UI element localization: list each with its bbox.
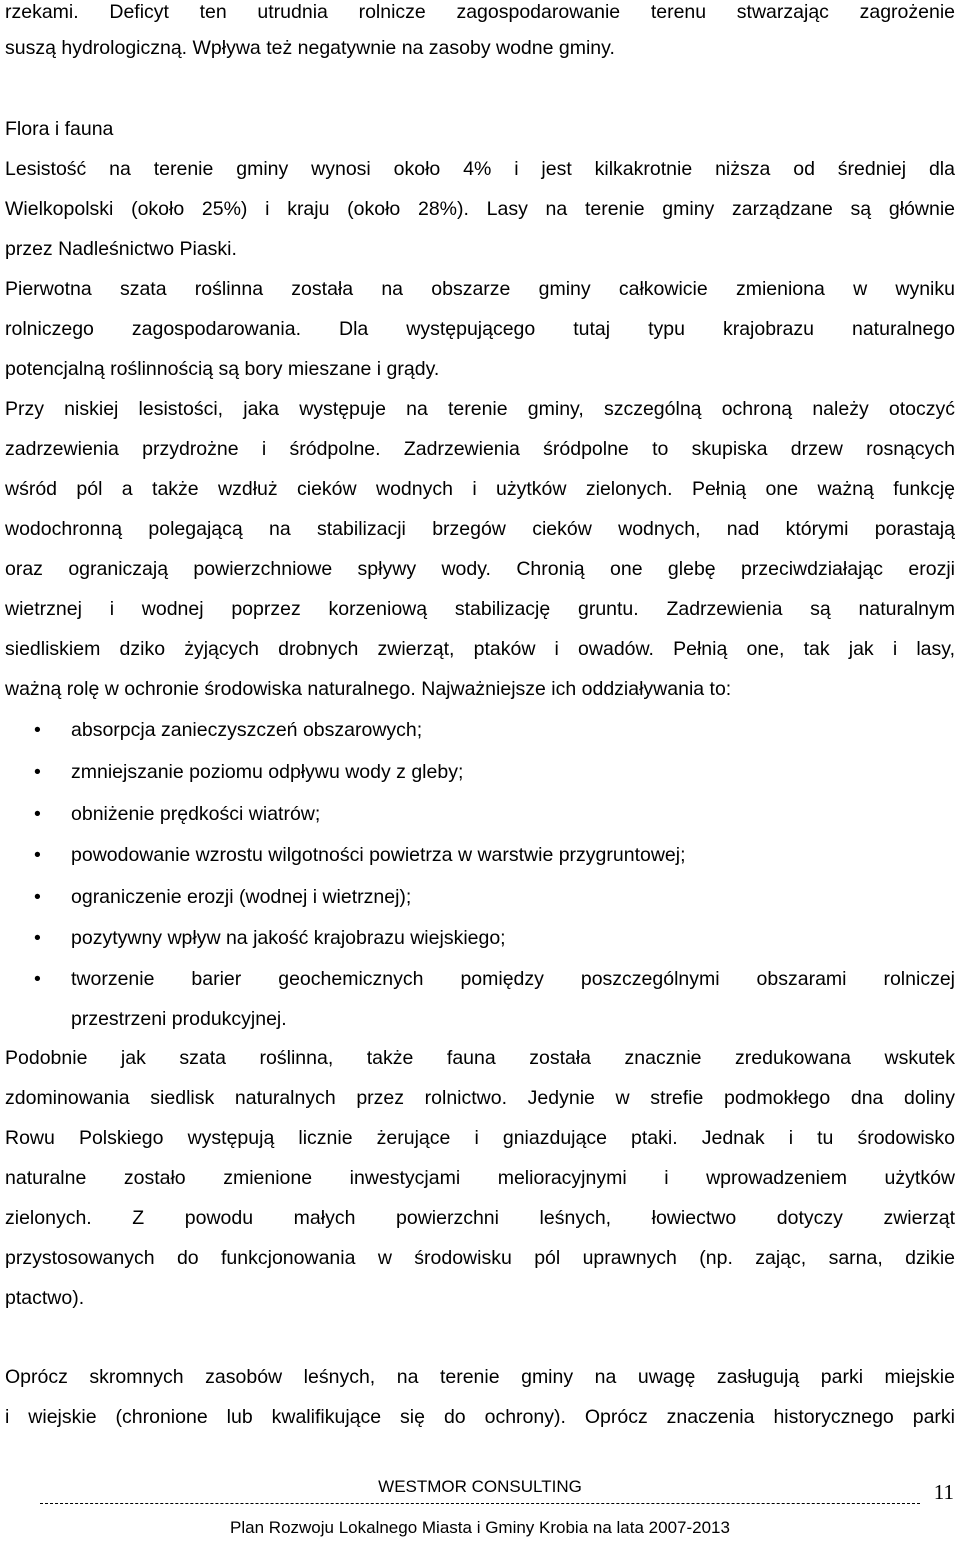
list-item-text: obniżenie prędkości wiatrów; xyxy=(71,803,321,825)
paragraph-line: suszą hydrologiczną. Wpływa też negatywnie na zasoby wodne gminy. xyxy=(5,37,615,59)
paragraph-line: wietrznej i wodnej poprzez korzeniową stabilizację gruntu. Zadrzewienia są naturalnym xyxy=(5,598,955,620)
paragraph-line: Pierwotna szata roślinna została na obszarze gminy całkowicie zmieniona w wyniku xyxy=(5,278,955,300)
footer-divider xyxy=(40,1503,920,1504)
paragraph-line: przez Nadleśnictwo Piaski. xyxy=(5,238,237,260)
paragraph-line: ważną rolę w ochronie środowiska naturalnego. Najważniejsze ich oddziaływania to: xyxy=(5,678,732,700)
footer-company: WESTMOR CONSULTING xyxy=(378,1477,582,1496)
paragraph-line: ptactwo). xyxy=(5,1287,85,1309)
paragraph-line: rzekami. Deficyt ten utrudnia rolnicze zagospodarowanie terenu stwarzając zagrożenie xyxy=(5,1,955,23)
paragraph-line: Wielkopolski (około 25%) i kraju (około 28%). Lasy na terenie gminy zarządzane są głównie xyxy=(5,198,955,220)
paragraph-line: Oprócz skromnych zasobów leśnych, na terenie gminy na uwagę zasługują parki miejskie xyxy=(5,1366,955,1388)
paragraph-line: przystosowanych do funkcjonowania w środowisku pól uprawnych (np. zając, sarna, dzikie xyxy=(5,1247,955,1269)
section-title: Flora i fauna xyxy=(5,118,114,140)
bullet-icon: • xyxy=(34,719,41,741)
list-item-text: tworzenie barier geochemicznych pomiędzy poszczególnymi obszarami rolniczej xyxy=(71,968,955,990)
paragraph-line: i wiejskie (chronione lub kwalifikujące się do ochrony). Oprócz znaczenia historycznego parki xyxy=(5,1406,955,1428)
paragraph-line: zadrzewienia przydrożne i śródpolne. Zadrzewienia śródpolne to skupiska drzew rosnących xyxy=(5,438,955,460)
paragraph-line: siedliskiem dziko żyjących drobnych zwierząt, ptaków i owadów. Pełnią one, tak jak i lasy, xyxy=(5,638,955,660)
bullet-icon: • xyxy=(34,761,41,783)
list-item-text: pozytywny wpływ na jakość krajobrazu wiejskiego; xyxy=(71,927,506,949)
paragraph-line: potencjalną roślinnością są bory mieszane i grądy. xyxy=(5,358,440,380)
paragraph-line: rolniczego zagospodarowania. Dla występującego tutaj typu krajobrazu naturalnego xyxy=(5,318,955,340)
bullet-icon: • xyxy=(34,886,41,908)
paragraph-line: Przy niskiej lesistości, jaka występuje na terenie gminy, szczególną ochroną należy otoczyć xyxy=(5,398,955,420)
paragraph-line: wodochronną polegającą na stabilizacji brzegów cieków wodnych, nad którymi porastają xyxy=(5,518,955,540)
paragraph-line: Podobnie jak szata roślinna, także fauna została znacznie zredukowana wskutek xyxy=(5,1047,955,1069)
list-item-text: ograniczenie erozji (wodnej i wietrznej); xyxy=(71,886,412,908)
list-item-text: zmniejszanie poziomu odpływu wody z gleby; xyxy=(71,761,464,783)
bullet-icon: • xyxy=(34,927,41,949)
bullet-icon: • xyxy=(34,844,41,866)
list-item-text-continuation: przestrzeni produkcyjnej. xyxy=(71,1008,287,1030)
paragraph-line: Rowu Polskiego występują licznie żerujące i gniazdujące ptaki. Jednak i tu środowisko xyxy=(5,1127,955,1149)
bullet-icon: • xyxy=(34,968,41,990)
paragraph-line: naturalne zostało zmienione inwestycjami melioracyjnymi i wprowadzeniem użytków xyxy=(5,1167,955,1189)
bullet-icon: • xyxy=(34,803,41,825)
page-number: 11 xyxy=(933,1480,954,1504)
paragraph-line: zdominowania siedlisk naturalnych przez rolnictwo. Jedynie w strefie podmokłego dna doliny xyxy=(5,1087,955,1109)
list-item-text: powodowanie wzrostu wilgotności powietrza w warstwie przygruntowej; xyxy=(71,844,686,866)
paragraph-line: zielonych. Z powodu małych powierzchni leśnych, łowiectwo dotyczy zwierząt xyxy=(5,1207,955,1229)
paragraph-line: oraz ograniczają powierzchniowe spływy wody. Chronią one glebę przeciwdziałając erozji xyxy=(5,558,955,580)
paragraph-line: Lesistość na terenie gminy wynosi około 4% i jest kilkakrotnie niższa od średniej dla xyxy=(5,158,955,180)
list-item-text: absorpcja zanieczyszczeń obszarowych; xyxy=(71,719,423,741)
footer-plan-title: Plan Rozwoju Lokalnego Miasta i Gminy Krobia na lata 2007-2013 xyxy=(230,1518,730,1537)
paragraph-line: wśród pól a także wzdłuż cieków wodnych i użytków zielonych. Pełnią one ważną funkcję xyxy=(5,478,955,500)
